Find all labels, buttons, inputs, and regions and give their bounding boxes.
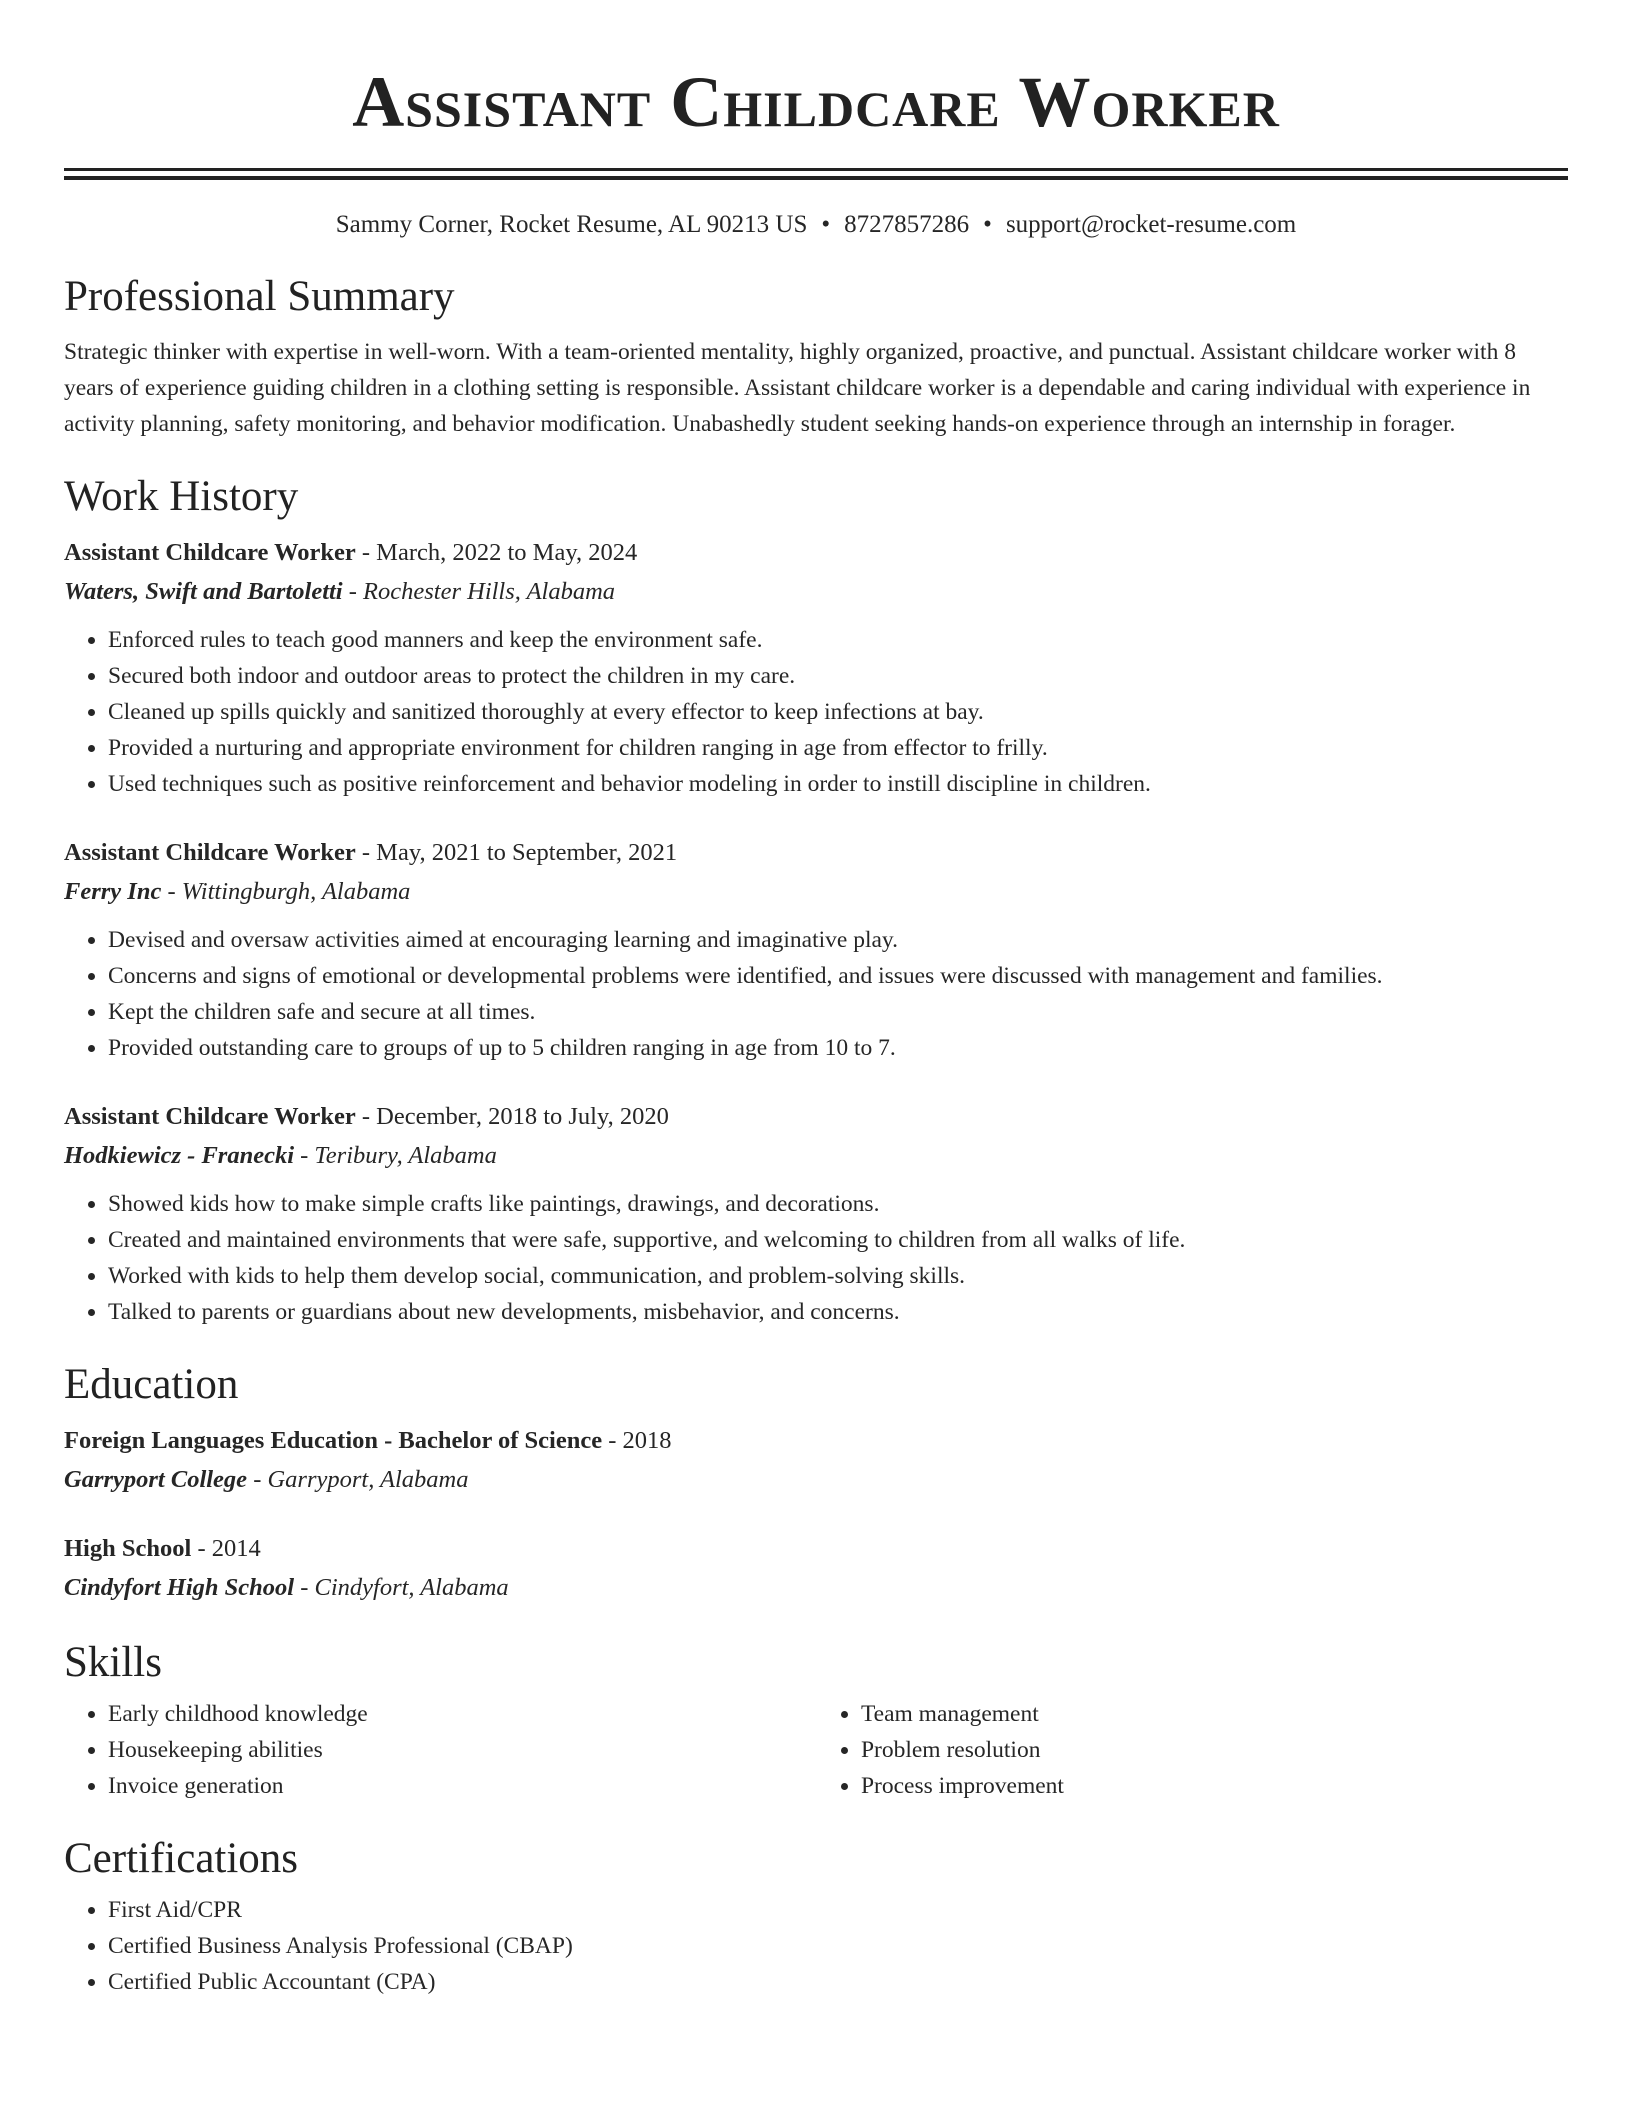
job-bullets — [64, 922, 1568, 1066]
education-degree-line — [64, 1422, 1568, 1460]
job-bullets — [64, 1186, 1568, 1330]
skill-item: • Housekeeping abilities — [108, 1732, 817, 1768]
job-bullet: • Showed kids how to make simple crafts like paintings, drawings, and decorations. — [108, 1186, 1568, 1222]
job-company-line — [64, 872, 1568, 912]
job-title: Assistant Childcare Worker — [64, 539, 356, 566]
certifications-list — [64, 1892, 1568, 2000]
skills-columns — [64, 1696, 1568, 1804]
job-bullet: • Kept the children safe and secure at all times. — [108, 994, 1568, 1030]
job-dates: - May, 2021 to September, 2021 — [355, 839, 678, 866]
title-divider-bottom — [64, 176, 1568, 180]
summary-text: Strategic thinker with expertise in well-worn. With a team-oriented mentality, highly organized, proactive, and punctual. Assistant childcare worker with 8 years of experience guiding children in a clothing setting is responsible. Assistant childcare worker is a dependable and caring individual with experience in activity planning, safety monitoring, and behavior modification. Unabashedly student seeking hands-on experience through an internship in forager. — [64, 339, 1531, 437]
certification-item: • Certified Public Accountant (CPA) — [108, 1964, 1568, 2000]
job-company-line — [64, 572, 1568, 612]
contact-email: support@rocket-resume.com — [1005, 211, 1297, 238]
contact-separator: • — [821, 211, 831, 238]
job-bullet: • Created and maintained environments that were safe, supportive, and welcoming to children from all walks of life. — [108, 1222, 1568, 1258]
education-school-line — [64, 1568, 1568, 1608]
job-bullet: • Enforced rules to teach good manners and keep the environment safe. — [108, 622, 1568, 658]
job-company: Hodkiewicz - Franecki — [64, 1142, 295, 1169]
certification-item: • First Aid/CPR — [108, 1892, 1568, 1928]
resume-title: Assistant Childcare Worker — [352, 62, 1280, 142]
skill-item: • Process improvement — [861, 1768, 1568, 1804]
education-entry — [64, 1422, 1568, 1500]
job-bullet: • Concerns and signs of emotional or developmental problems were identified, and issues were discussed with management and families. — [108, 958, 1568, 994]
job-title: Assistant Childcare Worker — [64, 1103, 356, 1130]
skill-item: • Team management — [861, 1696, 1568, 1732]
job-entry — [64, 534, 1568, 802]
work-history-heading: Work History — [64, 473, 299, 520]
job-bullet: • Devised and oversaw activities aimed at encouraging learning and imaginative play. — [108, 922, 1568, 958]
education-location: - Cindyfort, Alabama — [294, 1574, 509, 1601]
contact-line — [64, 208, 1568, 242]
job-dates: - December, 2018 to July, 2020 — [355, 1103, 669, 1130]
skills-list-left — [64, 1696, 817, 1804]
skill-item: • Problem resolution — [861, 1732, 1568, 1768]
job-bullet: • Worked with kids to help them develop social, communication, and problem-solving skills. — [108, 1258, 1568, 1294]
education-heading: Education — [64, 1361, 239, 1408]
education-school-line — [64, 1460, 1568, 1500]
job-entry — [64, 834, 1568, 1066]
job-bullet: • Used techniques such as positive reinforcement and behavior modeling in order to instill discipline in children. — [108, 766, 1568, 802]
job-location: - Wittingburgh, Alabama — [161, 878, 411, 905]
job-title: Assistant Childcare Worker — [64, 839, 356, 866]
education-location: - Garryport, Alabama — [247, 1466, 469, 1493]
contact-address: Sammy Corner, Rocket Resume, AL 90213 US — [335, 211, 808, 238]
job-bullet: • Cleaned up spills quickly and sanitized thoroughly at every effector to keep infections at bay. — [108, 694, 1568, 730]
resume-page — [64, 0, 1568, 2000]
education-school: Garryport College — [64, 1466, 248, 1493]
skill-item: • Invoice generation — [108, 1768, 817, 1804]
title-divider-top — [64, 168, 1568, 171]
job-company-line — [64, 1136, 1568, 1176]
certification-item: • Certified Business Analysis Professional (CBAP) — [108, 1928, 1568, 1964]
summary-heading: Professional Summary — [64, 273, 455, 320]
job-location: - Rochester Hills, Alabama — [342, 578, 616, 605]
education-degree: High School — [64, 1535, 192, 1562]
education-year: - 2014 — [191, 1535, 261, 1562]
job-bullet: • Secured both indoor and outdoor areas to protect the children in my care. — [108, 658, 1568, 694]
job-title-line — [64, 834, 1568, 872]
certifications-heading: Certifications — [64, 1835, 299, 1882]
education-degree-line — [64, 1530, 1568, 1568]
contact-phone: 8727857286 — [844, 211, 970, 238]
education-degree: Foreign Languages Education - Bachelor of Science — [64, 1427, 603, 1454]
skills-list-right — [817, 1696, 1568, 1804]
job-title-line — [64, 1098, 1568, 1136]
job-company: Ferry Inc — [64, 878, 162, 905]
job-bullet: • Talked to parents or guardians about new developments, misbehavior, and concerns. — [108, 1294, 1568, 1330]
education-school: Cindyfort High School — [64, 1574, 295, 1601]
job-location: - Teribury, Alabama — [294, 1142, 497, 1169]
skills-heading: Skills — [64, 1639, 162, 1686]
contact-separator: • — [983, 211, 992, 238]
education-entry — [64, 1530, 1568, 1608]
job-bullet: • Provided outstanding care to groups of up to 5 children ranging in age from 10 to 7. — [108, 1030, 1568, 1066]
education-year: - 2018 — [602, 1427, 672, 1454]
skill-item: • Early childhood knowledge — [108, 1696, 817, 1732]
job-company: Waters, Swift and Bartoletti — [64, 578, 343, 605]
job-bullets — [64, 622, 1568, 802]
job-entry — [64, 1098, 1568, 1330]
job-bullet: • Provided a nurturing and appropriate environment for children ranging in age from effector to frilly. — [108, 730, 1568, 766]
job-title-line — [64, 534, 1568, 572]
job-dates: - March, 2022 to May, 2024 — [355, 539, 638, 566]
